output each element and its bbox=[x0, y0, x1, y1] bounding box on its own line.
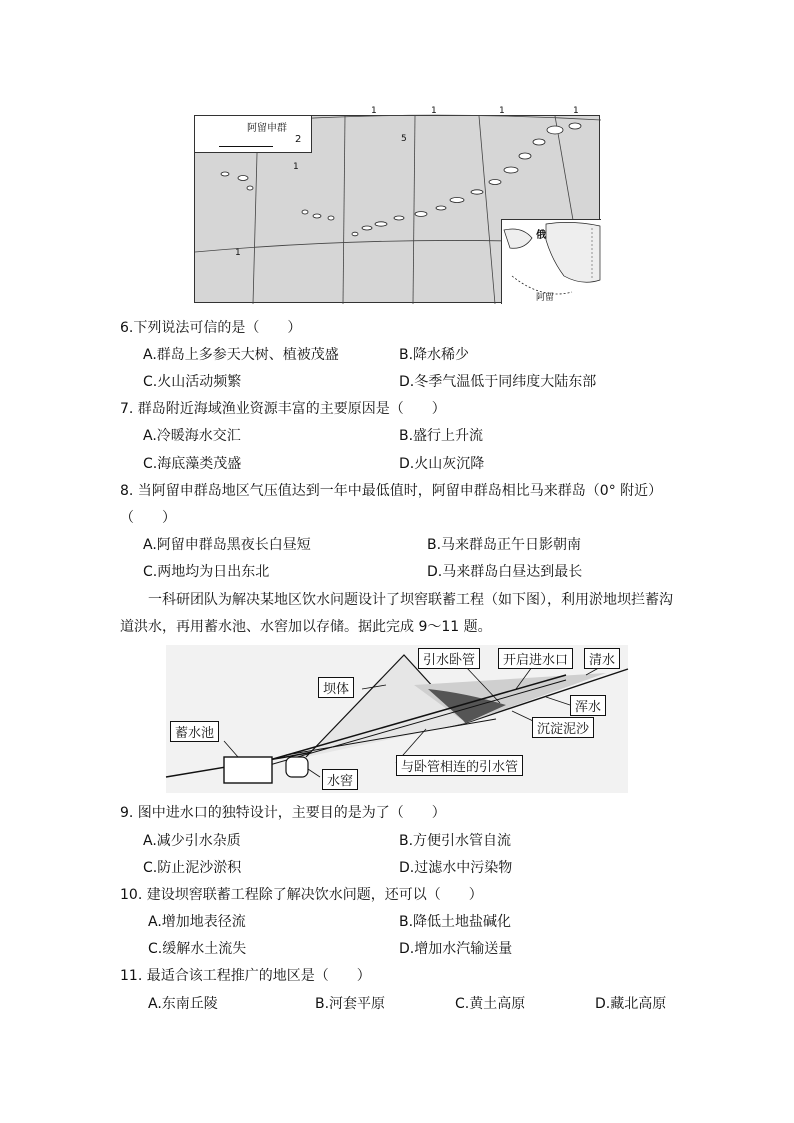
q9-option-b: B.方便引水管自流 bbox=[399, 833, 512, 849]
legend-number: 2 bbox=[295, 134, 302, 145]
q6-option-b: B.降水稀少 bbox=[399, 347, 470, 363]
q8-option-c: C.两地均为日出东北 bbox=[143, 564, 270, 580]
q9-option-c: C.防止泥沙淤积 bbox=[143, 860, 242, 876]
label-conduit: 与卧管相连的引水管 bbox=[396, 755, 523, 776]
intro-line-2: 道洪水，再用蓄水池、水窖加以存储。据此完成 9～11 题。 bbox=[120, 619, 492, 635]
tick-label: 1 bbox=[431, 106, 437, 116]
q9-option-a: A.减少引水杂质 bbox=[143, 833, 241, 849]
q11-option-a: A.东南丘陵 bbox=[148, 996, 218, 1012]
map-legend bbox=[195, 116, 312, 153]
label-clear-water: 清水 bbox=[584, 648, 620, 669]
q9-option-d: D.过滤水中污染物 bbox=[399, 860, 513, 876]
question-11-stem: 11. 最适合该工程推广的地区是（ ） bbox=[120, 968, 371, 984]
q11-option-c: C.黄土高原 bbox=[455, 996, 526, 1012]
q7-option-d: D.火山灰沉降 bbox=[399, 456, 485, 472]
label-intake-pipe: 引水卧管 bbox=[418, 648, 480, 669]
q7-option-c: C.海底藻类茂盛 bbox=[143, 456, 242, 472]
q7-option-a: A.冷暖海水交汇 bbox=[143, 428, 241, 444]
q6-option-a: A.群岛上多参天大树、植被茂盛 bbox=[143, 347, 339, 363]
q8-option-b: B.马来群岛正午日影朝南 bbox=[427, 537, 582, 553]
label-muddy-water: 浑水 bbox=[570, 695, 606, 716]
tick-label: 1 bbox=[499, 106, 505, 116]
question-7-stem: 7. 群岛附近海域渔业资源丰富的主要原因是（ ） bbox=[120, 401, 446, 417]
question-8-stem: 8. 当阿留申群岛地区气压值达到一年中最低值时，阿留申群岛相比马来群岛（0° 附近） bbox=[120, 483, 663, 499]
q11-option-d: D.藏北高原 bbox=[595, 996, 667, 1012]
label-water-cellar: 水窖 bbox=[322, 769, 358, 790]
label-silt: 沉淀泥沙 bbox=[532, 717, 594, 738]
question-8-stem-cont: （ ） bbox=[120, 510, 176, 526]
q7-option-b: B.盛行上升流 bbox=[399, 428, 484, 444]
inset-label: 俄 bbox=[536, 230, 546, 241]
q10-option-b: B.降低土地盐碱化 bbox=[399, 914, 512, 930]
label-storage-pool: 蓄水池 bbox=[170, 721, 219, 742]
q8-option-d: D.马来群岛白昼达到最长 bbox=[427, 564, 583, 580]
q6-option-c: C.火山活动频繁 bbox=[143, 374, 242, 390]
q10-option-a: A.增加地表径流 bbox=[148, 914, 246, 930]
intro-line-1: 一科研团队为解决某地区饮水问题设计了坝窖联蓄工程（如下图），利用淤地坝拦蓄沟 bbox=[148, 592, 673, 608]
scale-bar bbox=[219, 146, 273, 147]
inset-label: 阿留 bbox=[536, 293, 555, 303]
label-dam: 坝体 bbox=[318, 677, 354, 698]
map-number-label: 5 bbox=[401, 134, 407, 144]
question-10-stem: 10. 建设坝窖联蓄工程除了解决饮水问题，还可以（ ） bbox=[120, 887, 483, 903]
tick-label: 1 bbox=[371, 106, 377, 116]
map-number-label: 1 bbox=[293, 162, 299, 172]
label-inlet: 开启进水口 bbox=[498, 648, 573, 669]
q10-option-c: C.缓解水土流失 bbox=[148, 941, 247, 957]
legend-title: 阿留申群 bbox=[247, 123, 287, 134]
q8-option-a: A.阿留申群岛黑夜长白昼短 bbox=[143, 537, 311, 553]
q10-option-d: D.增加水汽输送量 bbox=[399, 941, 513, 957]
map-number-label: 1 bbox=[235, 248, 241, 258]
dam-cellar-diagram bbox=[166, 645, 628, 793]
question-9-stem: 9. 图中进水口的独特设计，主要目的是为了（ ） bbox=[120, 805, 446, 821]
q6-option-d: D.冬季气温低于同纬度大陆东部 bbox=[399, 374, 597, 390]
aleutian-map bbox=[194, 106, 600, 303]
inset-map bbox=[501, 219, 601, 304]
question-6-stem: 6.下列说法可信的是（ ） bbox=[120, 320, 302, 336]
q11-option-b: B.河套平原 bbox=[315, 996, 386, 1012]
tick-label: 1 bbox=[573, 106, 579, 116]
